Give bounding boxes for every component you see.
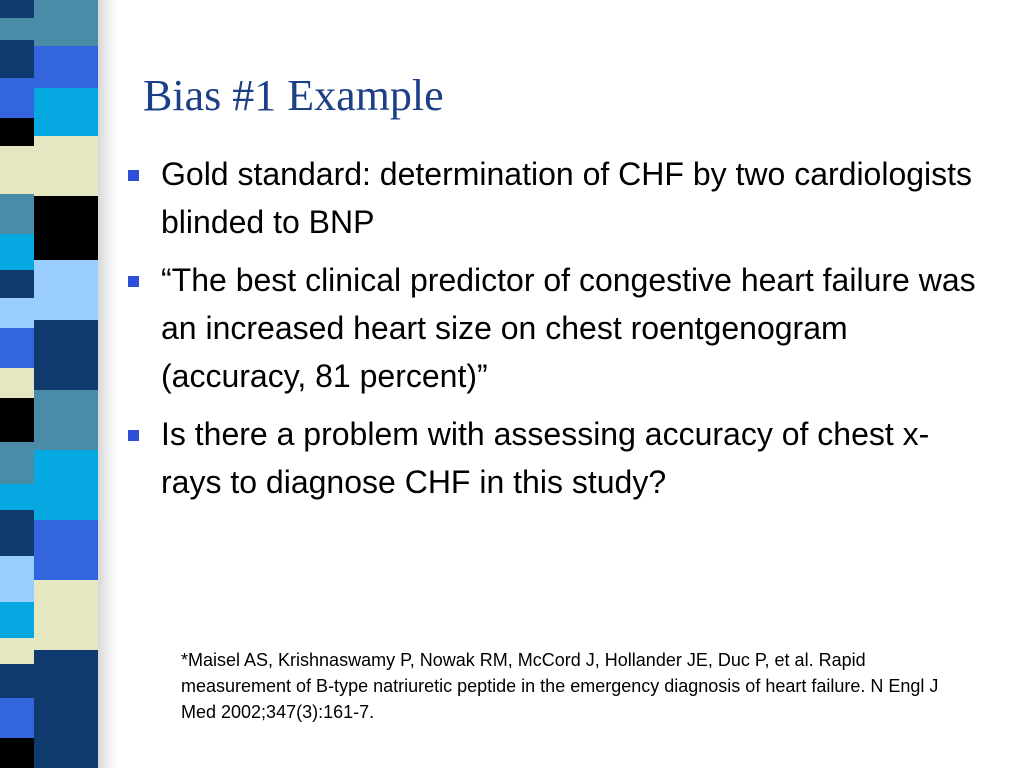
- citation-footnote: *Maisel AS, Krishnaswamy P, Nowak RM, McCord J, Hollander JE, Duc P, et al. Rapid measurement of B-type natriuretic peptide in the emergency diagnosis of heart failure. N Engl J Med 2002;347(3):161-7.: [181, 650, 939, 722]
- stripe-band-left: [0, 0, 34, 768]
- bullet-item-gold-standard: [124, 150, 984, 246]
- decorative-stripe: [0, 0, 118, 768]
- stripe-band-right: [34, 0, 98, 768]
- stripe-shadow: [98, 0, 118, 768]
- square-bullet-icon: [128, 276, 139, 287]
- bullet-list: [124, 150, 984, 516]
- bullet-text: Gold standard: determination of CHF by two cardiologists blinded to BNP: [161, 156, 973, 240]
- bullet-item-quote: [124, 256, 984, 400]
- bullet-text: Is there a problem with assessing accuracy of chest x-rays to diagnose CHF in this study?: [161, 416, 930, 500]
- square-bullet-icon: [128, 430, 139, 441]
- bullet-text: “The best clinical predictor of congestive heart failure was an increased heart size on chest roentgenogram (accuracy, 81 percent)”: [161, 262, 976, 394]
- bullet-item-question: [124, 410, 984, 506]
- slide-title: Bias #1 Example: [143, 71, 444, 120]
- square-bullet-icon: [128, 170, 139, 181]
